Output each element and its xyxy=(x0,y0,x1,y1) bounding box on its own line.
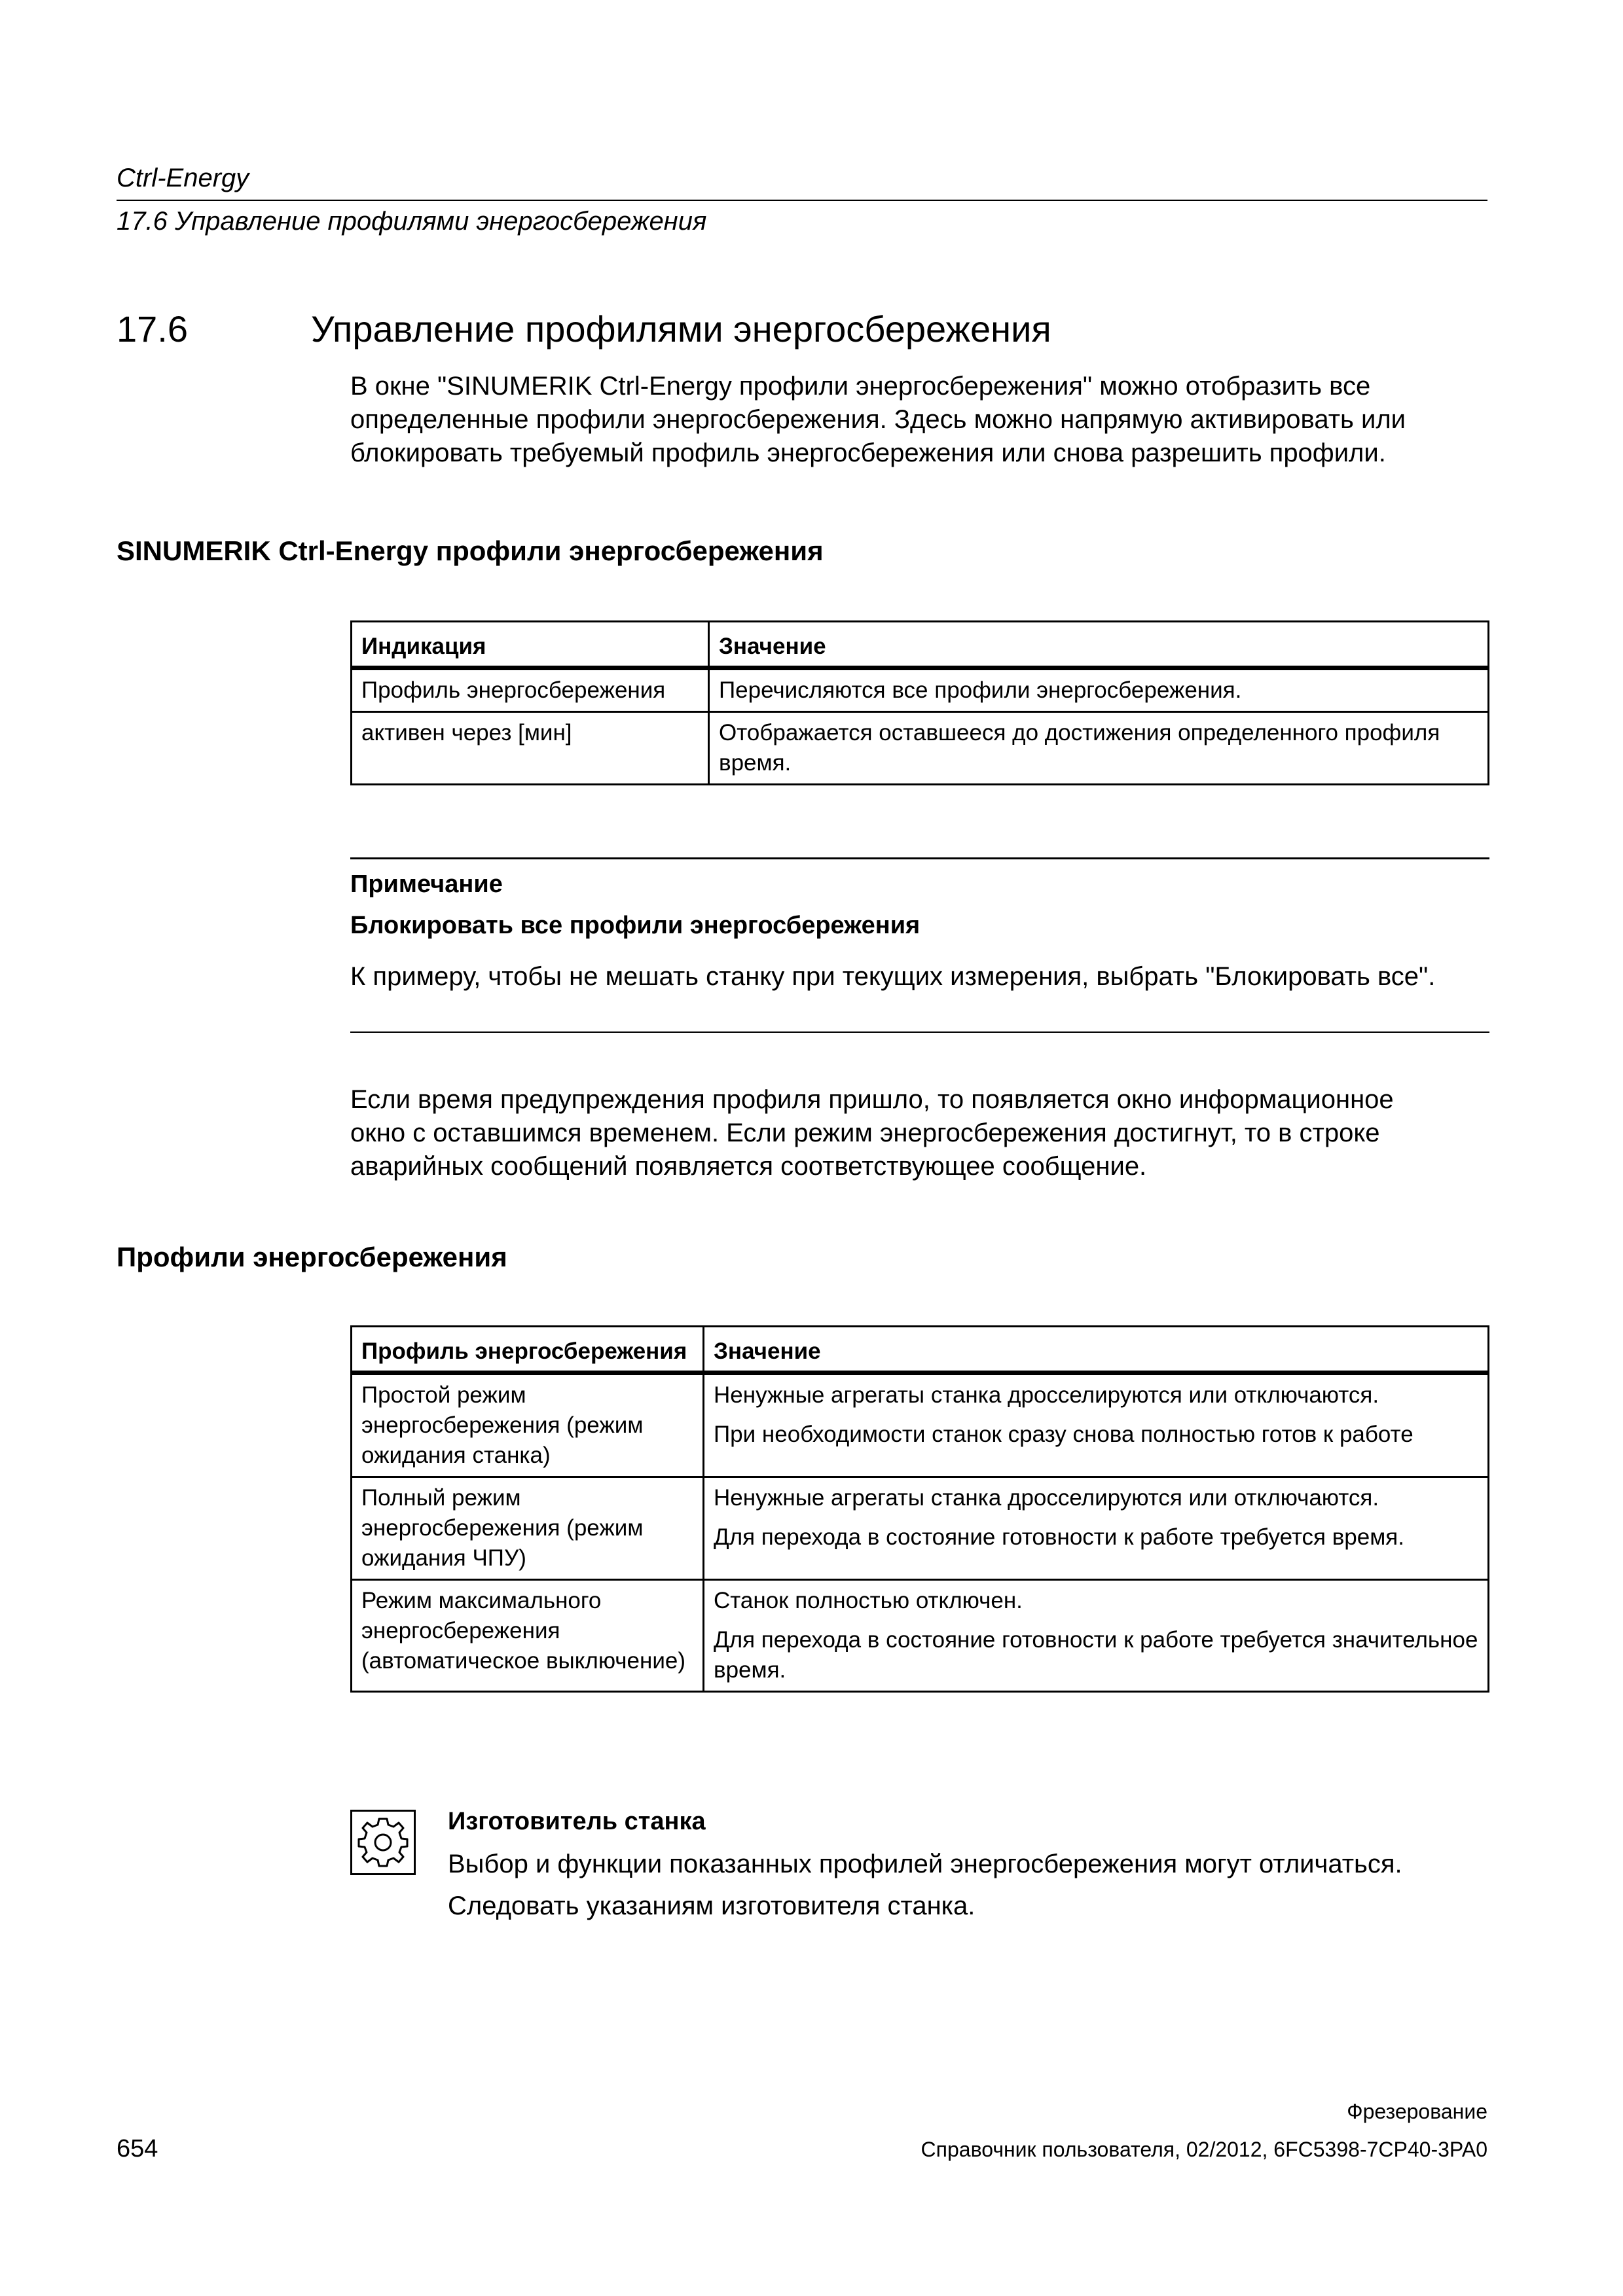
manufacturer-text: Следовать указаниям изготовителя станка. xyxy=(448,1892,976,1920)
footer-book: Фрезерование xyxy=(1347,2100,1487,2123)
table-row xyxy=(352,712,1489,785)
table1-heading: SINUMERIK Ctrl-Energy профили энергосбережения xyxy=(117,535,824,566)
table-row xyxy=(352,668,1489,712)
section-number: 17.6 xyxy=(117,308,188,350)
column-header: Индикация xyxy=(352,622,709,668)
table-cell xyxy=(704,1477,1489,1580)
cell-paragraph: При необходимости станок сразу снова полностью готов к работе xyxy=(714,1422,1413,1447)
table-cell: активен через [мин] xyxy=(352,712,709,785)
table-header-row xyxy=(352,1327,1489,1373)
table-cell: Режим максимального энергосбережения (автоматическое выключение) xyxy=(352,1580,704,1692)
running-header-section: 17.6 Управление профилями энергосбережения xyxy=(117,207,707,236)
note-top-rule xyxy=(350,857,1489,859)
table-row xyxy=(352,1477,1489,1580)
note-label: Примечание xyxy=(350,870,503,898)
footer-doc: Справочник пользователя, 02/2012, 6FC5398-7CP40-3PA0 xyxy=(921,2138,1487,2161)
display-table xyxy=(350,620,1489,785)
cell-paragraph: Ненужные агрегаты станка дросселируются или отключаются. xyxy=(714,1382,1379,1408)
warning-paragraph xyxy=(350,1083,1489,1183)
column-header: Значение xyxy=(709,622,1489,668)
table-cell: Простой режим энергосбережения (режим ожидания станка) xyxy=(352,1373,704,1477)
paragraph-line: аварийных сообщений появляется соответствующее сообщение. xyxy=(350,1152,1147,1181)
section-title: Управление профилями энергосбережения xyxy=(311,308,1051,350)
column-header: Профиль энергосбережения xyxy=(352,1327,704,1373)
manufacturer-text: Выбор и функции показанных профилей энергосбережения могут отличаться. xyxy=(448,1850,1402,1878)
column-header: Значение xyxy=(704,1327,1489,1373)
paragraph-line: Если время предупреждения профиля пришло, то появляется окно информационное xyxy=(350,1085,1394,1114)
table2-heading: Профили энергосбережения xyxy=(117,1242,507,1272)
paragraph-line: окно с оставшимся временем. Если режим энергосбережения достигнут, то в строке xyxy=(350,1119,1380,1147)
table-cell xyxy=(704,1373,1489,1477)
table-cell: Профиль энергосбережения xyxy=(352,668,709,712)
table-cell: Полный режим энергосбережения (режим ожидания ЧПУ) xyxy=(352,1477,704,1580)
table-row xyxy=(352,1373,1489,1477)
cell-paragraph: Станок полностью отключен. xyxy=(714,1588,1023,1613)
intro-line: определенные профили энергосбережения. Здесь можно напрямую активировать или xyxy=(350,405,1406,434)
note-bottom-rule xyxy=(350,1031,1489,1033)
page-number: 654 xyxy=(117,2135,158,2162)
note-text: К примеру, чтобы не мешать станку при текущих измерения, выбрать "Блокировать все". xyxy=(350,962,1436,991)
table-cell xyxy=(704,1580,1489,1692)
table-cell: Отображается оставшееся до достижения определенного профиля время. xyxy=(709,712,1489,785)
cell-paragraph: Для перехода в состояние готовности к работе требуется время. xyxy=(714,1524,1404,1550)
table-cell: Перечисляются все профили энергосбережения. xyxy=(709,668,1489,712)
running-header-title: Ctrl-Energy xyxy=(117,164,249,192)
intro-line: блокировать требуемый профиль энергосбережения или снова разрешить профили. xyxy=(350,439,1386,467)
cell-paragraph: Ненужные агрегаты станка дросселируются или отключаются. xyxy=(714,1485,1379,1511)
intro-paragraph xyxy=(350,370,1489,470)
header-rule xyxy=(117,200,1487,201)
profiles-table xyxy=(350,1325,1489,1693)
note-heading: Блокировать все профили энергосбережения xyxy=(350,912,921,939)
table-row xyxy=(352,1580,1489,1692)
manufacturer-title: Изготовитель станка xyxy=(448,1808,706,1835)
gear-icon xyxy=(350,1810,416,1875)
table-header-row xyxy=(352,622,1489,668)
intro-line: В окне "SINUMERIK Ctrl-Energy профили энергосбережения" можно отобразить все xyxy=(350,372,1371,401)
cell-paragraph: Для перехода в состояние готовности к работе требуется значительное время. xyxy=(714,1627,1478,1683)
